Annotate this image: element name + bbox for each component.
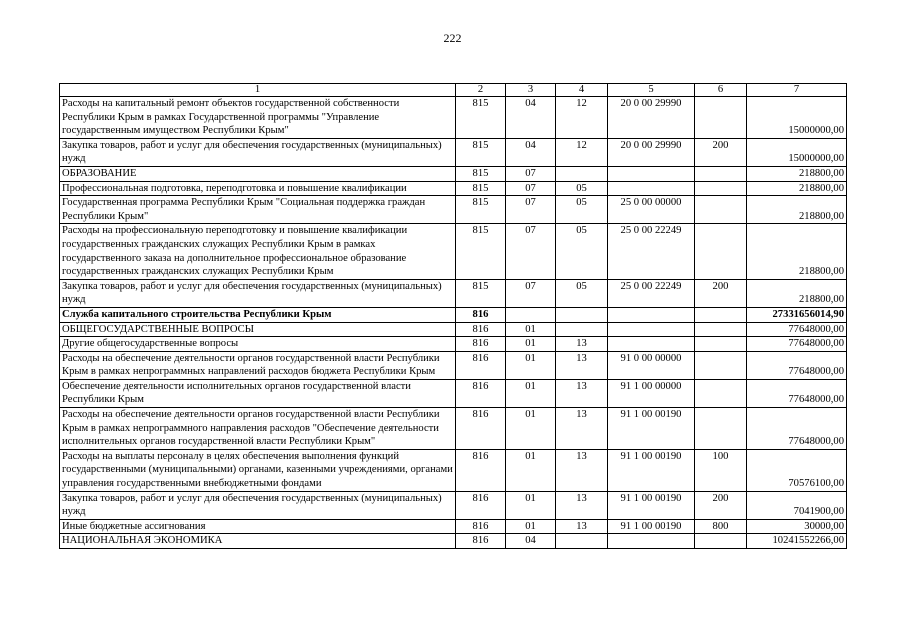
table-row	[60, 97, 847, 139]
budget-table	[59, 83, 847, 549]
row-code-target: 25 0 00 22249	[608, 224, 695, 279]
row-code-subsection	[556, 534, 608, 549]
row-code-section: 07	[506, 181, 556, 196]
row-name: Расходы на обеспечение деятельности органов государственной власти Республики Крым в рамках непрограммного направления расходов "Обеспечение деятельности исполнительных органов государственной власти Республики Крым"	[60, 408, 456, 450]
row-code-expense-type	[695, 337, 747, 352]
row-code-target: 91 1 00 00190	[608, 408, 695, 450]
table-row	[60, 534, 847, 549]
row-code-target: 25 0 00 00000	[608, 196, 695, 224]
row-code-administrator: 815	[456, 181, 506, 196]
row-amount: 30000,00	[747, 519, 847, 534]
row-code-section: 01	[506, 408, 556, 450]
row-code-administrator: 816	[456, 534, 506, 549]
row-code-section: 01	[506, 351, 556, 379]
table-row	[60, 322, 847, 337]
table-header-row	[60, 84, 847, 97]
row-amount: 77648000,00	[747, 337, 847, 352]
row-code-subsection	[556, 307, 608, 322]
row-code-section: 07	[506, 279, 556, 307]
row-code-target: 91 1 00 00190	[608, 519, 695, 534]
row-code-target	[608, 181, 695, 196]
row-code-administrator: 816	[456, 408, 506, 450]
row-code-administrator: 816	[456, 351, 506, 379]
row-code-subsection: 13	[556, 408, 608, 450]
row-code-subsection: 05	[556, 279, 608, 307]
row-code-expense-type	[695, 97, 747, 139]
row-code-subsection: 05	[556, 196, 608, 224]
row-code-target	[608, 534, 695, 549]
column-header: 6	[695, 84, 747, 97]
row-amount: 77648000,00	[747, 379, 847, 407]
table-row	[60, 166, 847, 181]
column-header: 3	[506, 84, 556, 97]
table-row	[60, 379, 847, 407]
row-code-section: 07	[506, 196, 556, 224]
row-code-subsection: 12	[556, 97, 608, 139]
row-code-expense-type	[695, 534, 747, 549]
row-name: Расходы на капитальный ремонт объектов государственной собственности Республики Крым в рамках Государственной программы "Управление государственным имуществом Республики Крым"	[60, 97, 456, 139]
row-code-subsection: 05	[556, 224, 608, 279]
row-amount: 77648000,00	[747, 408, 847, 450]
row-name: ОБРАЗОВАНИЕ	[60, 166, 456, 181]
table-row	[60, 307, 847, 322]
row-code-section: 01	[506, 449, 556, 491]
row-code-expense-type: 200	[695, 279, 747, 307]
page-number: 222	[443, 31, 462, 45]
row-code-administrator: 815	[456, 166, 506, 181]
row-code-subsection: 13	[556, 449, 608, 491]
row-code-target	[608, 337, 695, 352]
row-code-administrator: 816	[456, 449, 506, 491]
row-code-subsection: 13	[556, 351, 608, 379]
row-name: Обеспечение деятельности исполнительных органов государственной власти Республики Крым	[60, 379, 456, 407]
row-code-administrator: 815	[456, 224, 506, 279]
row-amount: 70576100,00	[747, 449, 847, 491]
row-code-administrator: 816	[456, 322, 506, 337]
row-code-target	[608, 166, 695, 181]
column-header: 7	[747, 84, 847, 97]
row-name: Иные бюджетные ассигнования	[60, 519, 456, 534]
row-code-section: 01	[506, 491, 556, 519]
row-code-target: 20 0 00 29990	[608, 138, 695, 166]
row-code-expense-type: 800	[695, 519, 747, 534]
table-body	[60, 97, 847, 549]
row-code-expense-type	[695, 322, 747, 337]
row-amount: 77648000,00	[747, 322, 847, 337]
table-row	[60, 279, 847, 307]
row-amount: 15000000,00	[747, 97, 847, 139]
row-code-administrator: 816	[456, 491, 506, 519]
row-code-subsection	[556, 322, 608, 337]
column-header: 2	[456, 84, 506, 97]
row-amount: 218800,00	[747, 196, 847, 224]
row-name: Закупка товаров, работ и услуг для обеспечения государственных (муниципальных) нужд	[60, 491, 456, 519]
row-code-expense-type	[695, 379, 747, 407]
table-row	[60, 491, 847, 519]
row-code-section: 01	[506, 337, 556, 352]
row-amount: 218800,00	[747, 279, 847, 307]
column-header: 4	[556, 84, 608, 97]
row-name: Расходы на профессиональную переподготовку и повышение квалификации государственных гражданских служащих Республики Крым в рамках государственного заказа на дополнительное профессиональное образование государственных гражданских служащих Республики Крым	[60, 224, 456, 279]
row-code-expense-type	[695, 196, 747, 224]
row-code-expense-type: 100	[695, 449, 747, 491]
row-code-administrator: 816	[456, 307, 506, 322]
row-amount: 77648000,00	[747, 351, 847, 379]
table-row	[60, 224, 847, 279]
row-code-section: 01	[506, 322, 556, 337]
row-code-subsection	[556, 166, 608, 181]
column-header: 5	[608, 84, 695, 97]
row-code-section: 04	[506, 97, 556, 139]
row-name: Служба капитального строительства Республики Крым	[60, 307, 456, 322]
row-name: Профессиональная подготовка, переподготовка и повышение квалификации	[60, 181, 456, 196]
table-row	[60, 519, 847, 534]
row-name: Расходы на обеспечение деятельности органов государственной власти Республики Крым в рамках непрограммных направлений расходов бюджета Республики Крым	[60, 351, 456, 379]
row-code-target: 20 0 00 29990	[608, 97, 695, 139]
row-code-expense-type: 200	[695, 138, 747, 166]
row-code-subsection: 13	[556, 519, 608, 534]
row-code-section: 01	[506, 379, 556, 407]
row-code-section: 04	[506, 138, 556, 166]
table-row	[60, 337, 847, 352]
row-code-section	[506, 307, 556, 322]
row-code-administrator: 815	[456, 97, 506, 139]
row-amount: 218800,00	[747, 166, 847, 181]
row-amount: 218800,00	[747, 181, 847, 196]
table-row	[60, 181, 847, 196]
row-code-target: 91 1 00 00190	[608, 449, 695, 491]
row-name: ОБЩЕГОСУДАРСТВЕННЫЕ ВОПРОСЫ	[60, 322, 456, 337]
row-amount: 15000000,00	[747, 138, 847, 166]
row-code-expense-type	[695, 351, 747, 379]
row-code-subsection: 13	[556, 379, 608, 407]
table-row	[60, 351, 847, 379]
row-code-subsection: 13	[556, 337, 608, 352]
row-amount: 27331656014,90	[747, 307, 847, 322]
row-name: Государственная программа Республики Крым "Социальная поддержка граждан Республики Крым"	[60, 196, 456, 224]
row-code-section: 04	[506, 534, 556, 549]
row-code-target	[608, 322, 695, 337]
row-amount: 218800,00	[747, 224, 847, 279]
table-row	[60, 449, 847, 491]
row-code-administrator: 815	[456, 138, 506, 166]
row-code-section: 01	[506, 519, 556, 534]
row-name: Другие общегосударственные вопросы	[60, 337, 456, 352]
row-code-section: 07	[506, 224, 556, 279]
row-code-administrator: 815	[456, 279, 506, 307]
row-name: Закупка товаров, работ и услуг для обеспечения государственных (муниципальных) нужд	[60, 279, 456, 307]
row-code-subsection: 05	[556, 181, 608, 196]
row-amount: 10241552266,00	[747, 534, 847, 549]
table-row	[60, 138, 847, 166]
row-amount: 7041900,00	[747, 491, 847, 519]
row-code-section: 07	[506, 166, 556, 181]
row-code-subsection: 12	[556, 138, 608, 166]
row-code-target: 91 0 00 00000	[608, 351, 695, 379]
table-row	[60, 196, 847, 224]
row-code-expense-type	[695, 166, 747, 181]
row-code-expense-type	[695, 307, 747, 322]
row-code-expense-type: 200	[695, 491, 747, 519]
row-code-subsection: 13	[556, 491, 608, 519]
row-code-expense-type	[695, 408, 747, 450]
row-name: НАЦИОНАЛЬНАЯ ЭКОНОМИКА	[60, 534, 456, 549]
row-name: Закупка товаров, работ и услуг для обеспечения государственных (муниципальных) нужд	[60, 138, 456, 166]
row-code-target: 25 0 00 22249	[608, 279, 695, 307]
row-code-administrator: 816	[456, 519, 506, 534]
row-code-target: 91 1 00 00000	[608, 379, 695, 407]
row-code-target: 91 1 00 00190	[608, 491, 695, 519]
row-code-administrator: 816	[456, 337, 506, 352]
column-header: 1	[60, 84, 456, 97]
row-name: Расходы на выплаты персоналу в целях обеспечения выполнения функций государственными (муниципальными) органами, казенными учреждениями, органами управления государственными внебюджетными фондами	[60, 449, 456, 491]
row-code-administrator: 815	[456, 196, 506, 224]
row-code-target	[608, 307, 695, 322]
table-row	[60, 408, 847, 450]
row-code-expense-type	[695, 224, 747, 279]
row-code-expense-type	[695, 181, 747, 196]
row-code-administrator: 816	[456, 379, 506, 407]
